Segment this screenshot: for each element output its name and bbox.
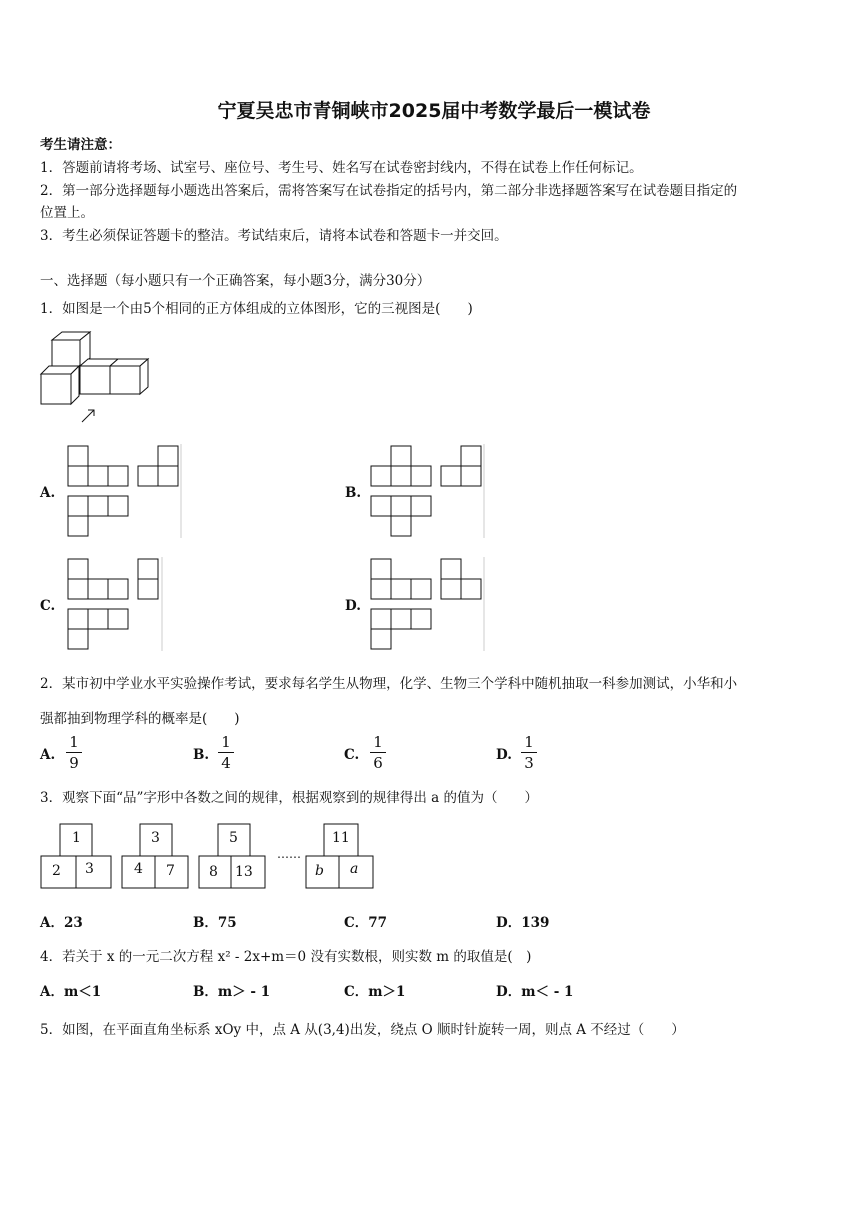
question-2-stem: 强都抽到物理学科的概率是( ) (40, 711, 240, 727)
q2-option-c-fraction: 1 6 (370, 734, 386, 771)
q3-fig1-left: 2 (52, 863, 61, 879)
page-title: 宁夏吴忠市青铜峡市2025届中考数学最后一模试卷 (217, 100, 651, 122)
q1-option-b-views (369, 444, 489, 539)
q3-fig3-right: 13 (235, 864, 253, 880)
q3-fig1-top: 1 (72, 830, 81, 846)
question-2-stem: 2．某市初中学业水平实验操作考试，要求每名学生从物理，化学、生物三个学科中随机抽取一科参加测试，小华和小 (40, 676, 738, 692)
q3-fig1-right: 3 (85, 861, 94, 877)
question-3-stem: 3．观察下面“品”字形中各数之间的规律，根据观察到的规律得出 a 的值为（ ） (40, 790, 539, 806)
question-5-stem: 5．如图，在平面直角坐标系 xOy 中，点 A 从(3,4)出发，绕点 O 顺时针旋转一周，则点 A 不经过（ ） (40, 1022, 685, 1038)
q1-option-d[interactable]: D. (345, 598, 361, 614)
notice-item: 3．考生必须保证答题卡的整洁。考试结束后，请将本试卷和答题卡一并交回。 (40, 228, 508, 244)
q4-option-d[interactable]: D．m＜ - 1 (496, 984, 574, 1000)
q2-option-b-fraction: 1 4 (218, 734, 234, 771)
question-4-stem: 4．若关于 x 的一元二次方程 x² - 2x+m＝0 没有实数根，则实数 m 的取值是( ) (40, 949, 532, 965)
q3-fig2-left: 4 (134, 861, 143, 877)
q4-option-a[interactable]: A．m＜1 (40, 984, 102, 1000)
notice-item: 2．第一部分选择题每小题选出答案后，需将答案写在试卷指定的括号内，第二部分非选择题答案写在试卷题目指定的 (40, 183, 738, 199)
notice-item: 位置上。 (40, 205, 94, 221)
q1-option-a-views (66, 444, 186, 539)
q1-solid-figure (38, 326, 158, 426)
notice-item: 1．答题前请将考场、试室号、座位号、考生号、姓名写在试卷密封线内，不得在试卷上作任何标记。 (40, 160, 643, 176)
q1-option-a[interactable]: A. (40, 485, 56, 501)
q3-ellipsis: …… (277, 847, 301, 861)
q2-option-a[interactable]: A. (40, 747, 56, 763)
q4-option-b[interactable]: B．m＞ - 1 (193, 984, 271, 1000)
q1-option-c-views (66, 557, 186, 652)
q3-option-c[interactable]: C．77 (344, 915, 388, 931)
q3-option-d[interactable]: D．139 (496, 915, 550, 931)
q1-option-b[interactable]: B. (345, 485, 362, 501)
q2-option-c[interactable]: C. (344, 747, 360, 763)
q3-fig4-top: 11 (332, 830, 350, 846)
q3-fig4-right: a (350, 861, 359, 877)
q3-fig2-right: 7 (166, 863, 175, 879)
question-1-stem: 1．如图是一个由5个相同的正方体组成的立体图形，它的三视图是( ) (40, 301, 473, 317)
q3-fig3-left: 8 (209, 864, 218, 880)
q3-fig2-top: 3 (151, 830, 160, 846)
notice-heading: 考生请注意： (40, 137, 121, 153)
section-heading: 一、选择题（每小题只有一个正确答案，每小题3分，满分30分） (40, 273, 431, 289)
q2-option-d[interactable]: D. (496, 747, 512, 763)
q1-option-d-views (369, 557, 489, 652)
q3-option-a[interactable]: A．23 (40, 915, 83, 931)
q2-option-b[interactable]: B. (193, 747, 210, 763)
q4-option-c[interactable]: C．m＞1 (344, 984, 406, 1000)
q2-option-d-fraction: 1 3 (521, 734, 537, 771)
q3-option-b[interactable]: B．75 (193, 915, 237, 931)
q3-pin-figures (40, 822, 380, 892)
q3-fig4-left: b (315, 863, 324, 879)
q1-option-c[interactable]: C. (40, 598, 56, 614)
q3-fig3-top: 5 (229, 830, 238, 846)
q2-option-a-fraction: 1 9 (66, 734, 82, 771)
